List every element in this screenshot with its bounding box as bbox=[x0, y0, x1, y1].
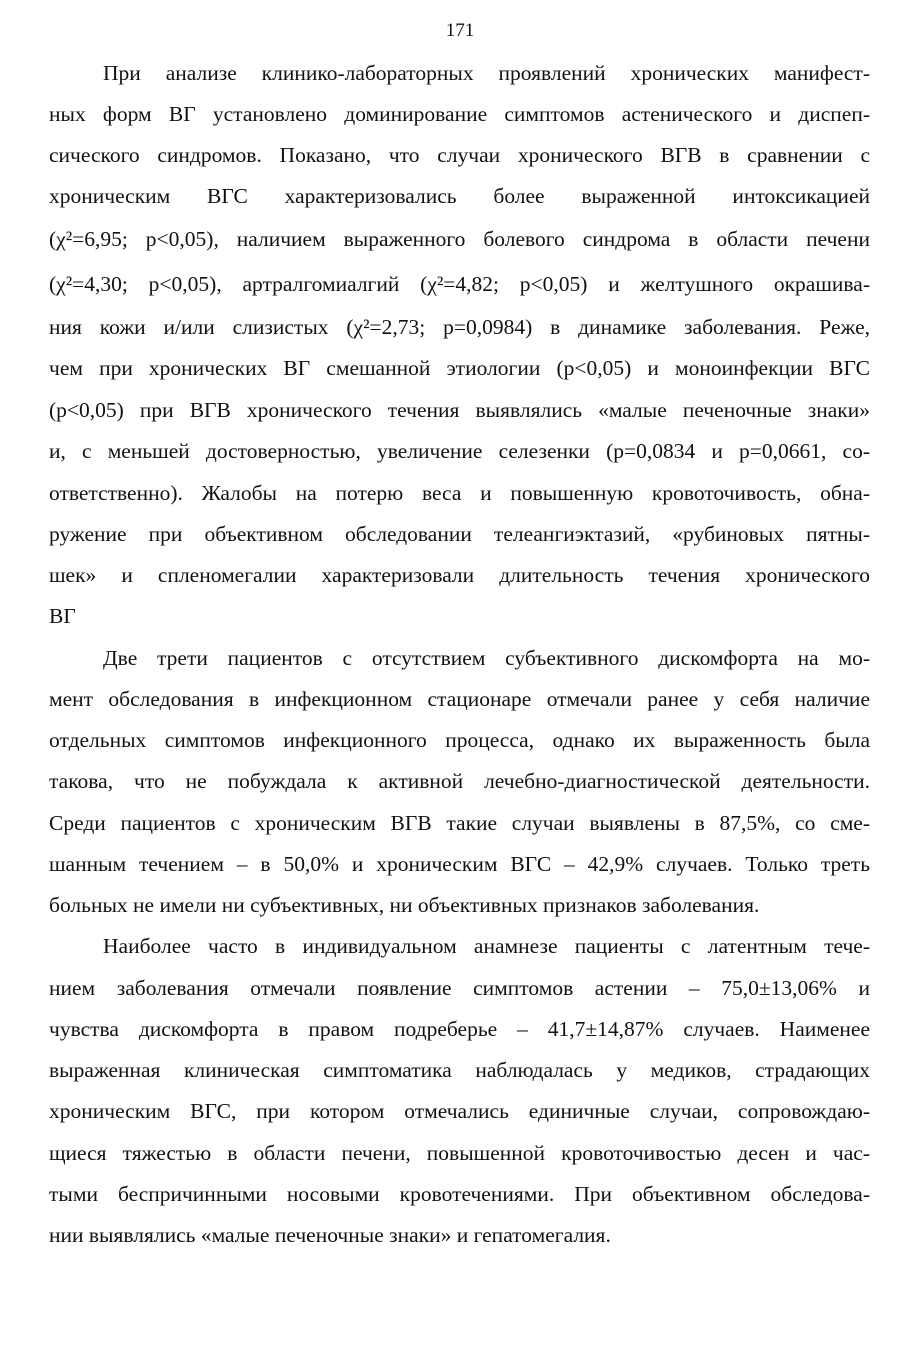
text-line: ных форм ВГ установлено доминирование симптомов астенического и диспеп- bbox=[49, 102, 870, 126]
text-line: чем при хронических ВГ смешанной этиологии (p<0,05) и моноинфекции ВГС bbox=[49, 356, 870, 380]
text-line: (χ²=4,30; p<0,05), артралгомиалгий (χ²=4,82; p<0,05) и желтушного окрашива- bbox=[49, 272, 870, 296]
page-number: 171 bbox=[445, 20, 475, 41]
text-line: нием заболевания отмечали появление симптомов астении – 75,0±13,06% и bbox=[49, 976, 870, 1000]
text-line: щиеся тяжестью в области печени, повышенной кровоточивостью десен и час- bbox=[49, 1141, 870, 1165]
text-line: ружение при объективном обследовании телеангиэктазий, «рубиновых пятны- bbox=[49, 522, 870, 546]
text-line: выраженная клиническая симптоматика наблюдалась у медиков, страдающих bbox=[49, 1058, 870, 1082]
text-line: шек» и спленомегалии характеризовали длительность течения хронического bbox=[49, 563, 870, 587]
text-line: Две трети пациентов с отсутствием субъективного дискомфорта на мо- bbox=[103, 646, 870, 670]
text-line: (p<0,05) при ВГВ хронического течения выявлялись «малые печеночные знаки» bbox=[49, 398, 870, 422]
text-line: и, с меньшей достоверностью, увеличение селезенки (p=0,0834 и p=0,0661, со- bbox=[49, 439, 870, 463]
text-line: такова, что не побуждала к активной лечебно-диагностической деятельности. bbox=[49, 769, 870, 793]
text-line: нии выявлялись «малые печеночные знаки» и гепатомегалия. bbox=[49, 1223, 611, 1247]
text-line: Среди пациентов с хроническим ВГВ такие случаи выявлены в 87,5%, со сме- bbox=[49, 811, 870, 835]
text-line: Наиболее часто в индивидуальном анамнезе пациенты с латентным тече- bbox=[103, 934, 870, 958]
text-line: ВГ bbox=[49, 604, 76, 628]
text-line: отдельных симптомов инфекционного процесса, однако их выраженность была bbox=[49, 728, 870, 752]
text-line: ния кожи и/или слизистых (χ²=2,73; p=0,0984) в динамике заболевания. Реже, bbox=[49, 315, 870, 339]
text-line: тыми беспричинными носовыми кровотечениями. При объективном обследова- bbox=[49, 1182, 870, 1206]
text-line: хроническим ВГС характеризовались более выраженной интоксикацией bbox=[49, 184, 870, 208]
text-line: хроническим ВГС, при котором отмечались единичные случаи, сопровождаю- bbox=[49, 1099, 870, 1123]
text-line: При анализе клинико-лабораторных проявлений хронических манифест- bbox=[103, 61, 870, 85]
text-line: (χ²=6,95; p<0,05), наличием выраженного болевого синдрома в области печени bbox=[49, 227, 870, 251]
text-line: ответственно). Жалобы на потерю веса и повышенную кровоточивость, обна- bbox=[49, 481, 870, 505]
text-line: мент обследования в инфекционном стационаре отмечали ранее у себя наличие bbox=[49, 687, 870, 711]
text-line: шанным течением – в 50,0% и хроническим ВГС – 42,9% случаев. Только треть bbox=[49, 852, 870, 876]
text-line: больных не имели ни субъективных, ни объективных признаков заболевания. bbox=[49, 893, 760, 917]
text-line: чувства дискомфорта в правом подреберье – 41,7±14,87% случаев. Наименее bbox=[49, 1017, 870, 1041]
text-line: сического синдромов. Показано, что случаи хронического ВГВ в сравнении с bbox=[49, 143, 870, 167]
